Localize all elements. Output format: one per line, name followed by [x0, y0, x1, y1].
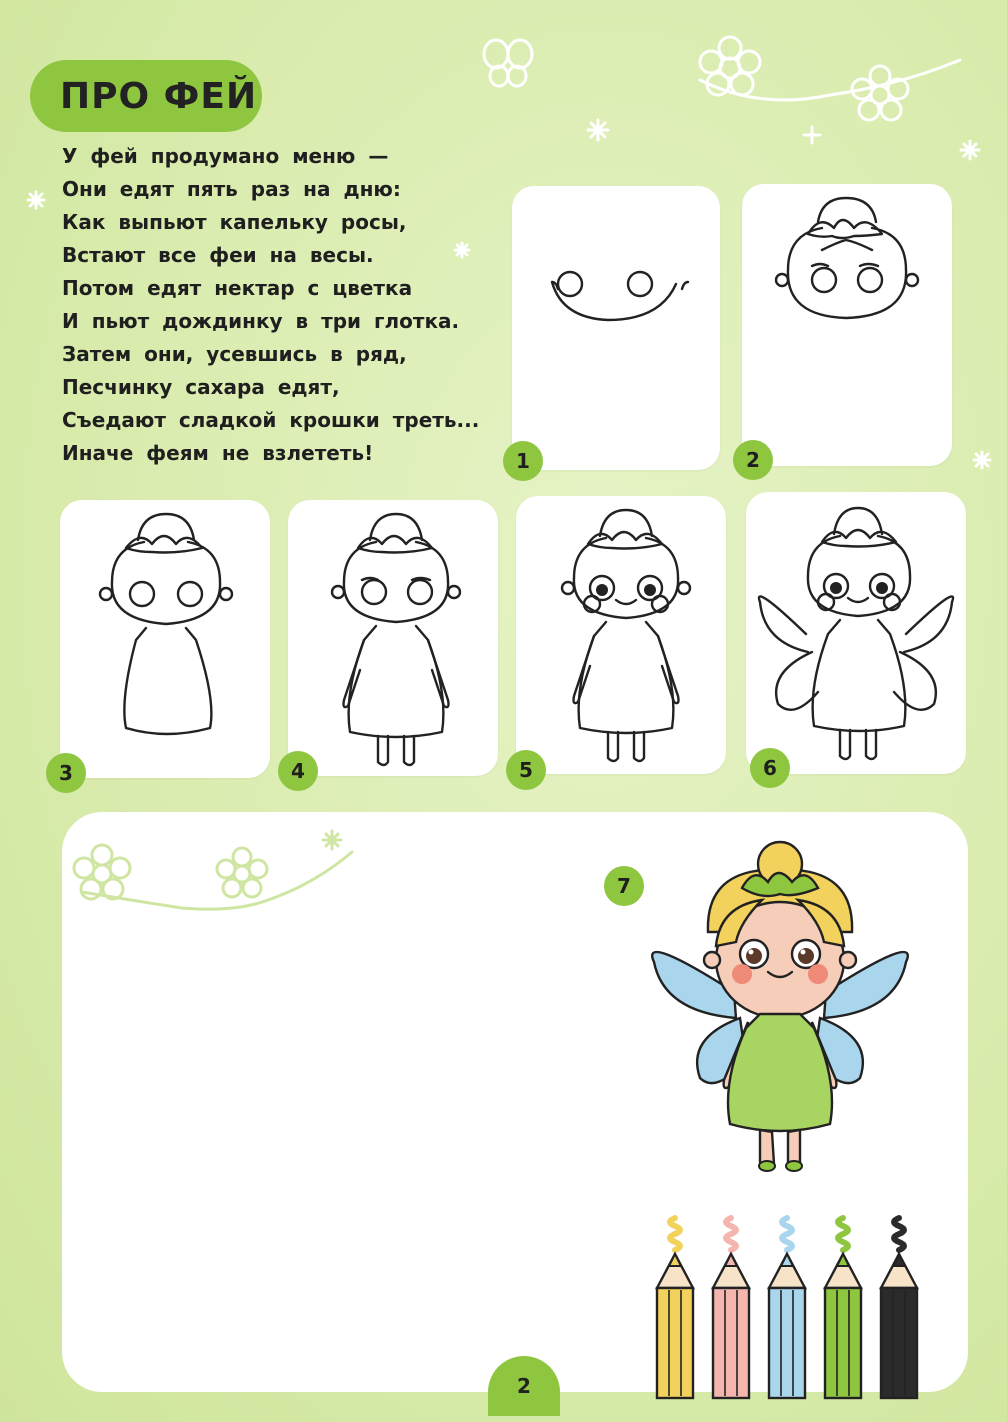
page-number: 2: [488, 1356, 560, 1416]
decorative-flowers-bottom: [62, 812, 462, 932]
colored-pencils: [645, 1210, 925, 1410]
poem-line: И пьют дождинку в три глотка.: [62, 309, 460, 333]
pencil: [657, 1218, 693, 1398]
title-badge: [30, 60, 262, 132]
poem: [62, 140, 492, 470]
poem-line: Они едят пять раз на дню:: [62, 177, 401, 201]
step-4-drawing: [288, 500, 498, 776]
pencil: [713, 1218, 749, 1398]
step-6-drawing: [746, 492, 966, 774]
step-badge-3: 3: [46, 753, 86, 793]
colored-fairy-illustration: [650, 842, 910, 1182]
poem-line: Как выпьют капельку росы,: [62, 210, 407, 234]
step-badge-1: 1: [503, 441, 543, 481]
page-title: ПРО ФЕЙ: [60, 75, 258, 117]
poem-line: Потом едят нектар с цветка: [62, 276, 413, 300]
step-badge-2: 2: [733, 440, 773, 480]
step-badge-5: 5: [506, 750, 546, 790]
poem-line: Затем они, усевшись в ряд,: [62, 342, 407, 366]
poem-line: Встают все феи на весы.: [62, 243, 374, 267]
step-badge-7: 7: [604, 866, 644, 906]
poem-line: У фей продумано меню —: [62, 144, 389, 168]
step-badge-6: 6: [750, 748, 790, 788]
step-1-drawing: [512, 186, 720, 470]
pencil: [881, 1218, 917, 1398]
pencil: [769, 1218, 805, 1398]
poem-line: Песчинку сахара едят,: [62, 375, 340, 399]
pencil: [825, 1218, 861, 1398]
step-2-drawing: [742, 184, 952, 466]
poem-line: Иначе феям не взлететь!: [62, 441, 374, 465]
step-5-drawing: [516, 496, 726, 774]
step-3-drawing: [60, 500, 270, 778]
step-badge-4: 4: [278, 751, 318, 791]
poem-line: Съедают сладкой крошки треть...: [62, 408, 480, 432]
